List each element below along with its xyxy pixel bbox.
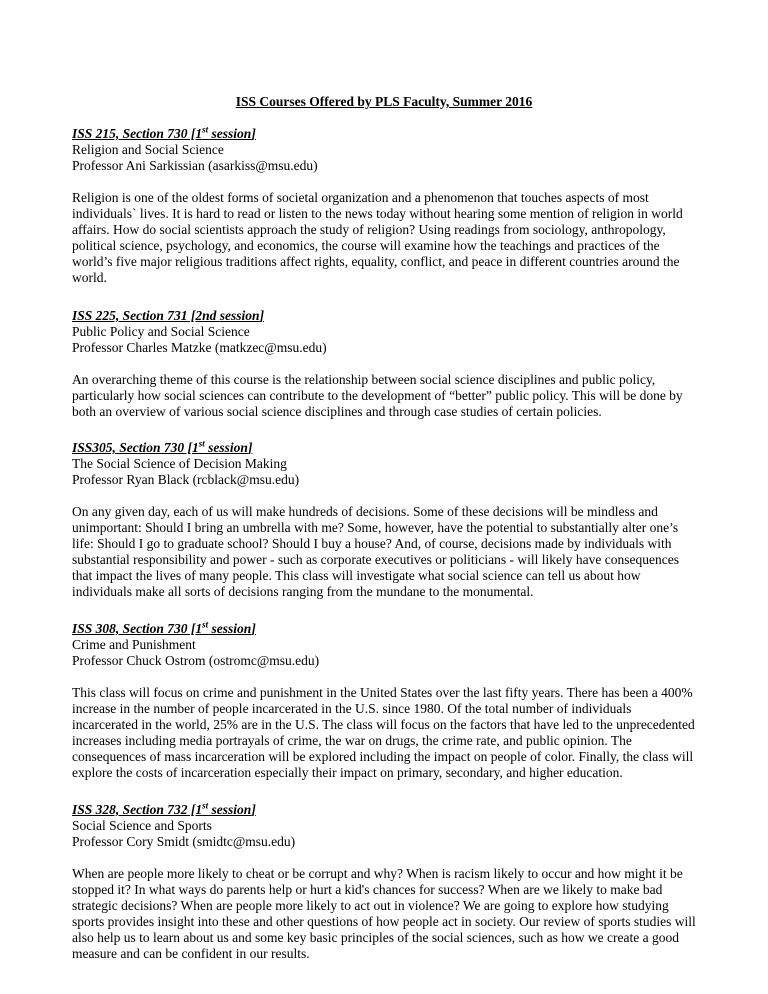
course-description: This class will focus on crime and punishment in the United States over the last fifty years. There has been a 400% increase in the number of people incarcerated in the U.S. since 1980. Of the total number of individuals incarcerated in the world, 25% are in the U.S. The class will focus on the factors that have led to the unprecedented increases including media portrayals of crime, the war on drugs, the crime rate, and public opinion. The consequences of mass incarceration will be explored including the impact on people of color. Finally, the class will explore the costs of incarceration especially their impact on primary, secondary, and higher education. <box>72 685 695 780</box>
session-number: 1 <box>192 440 199 455</box>
course-professor: Professor Ani Sarkissian (asarkiss@msu.edu) <box>72 158 318 173</box>
session-suffix: st <box>202 800 209 811</box>
session-suffix: st <box>202 124 209 135</box>
course-heading: ISS 215, Section 730 [1st session] <box>72 124 256 141</box>
course-description: On any given day, each of us will make hundreds of decisions. Some of these decisions will be mindless and unimportant: Should I bring an umbrella with me? Some, however, have the potential to substantially alter one’s life: Should I go to graduate school? Should I buy a house? And, of course, decisions made by individuals with substantial responsibility and power - such as corporate executives or politicians - will likely have consequences that impact the lives of many people. This class will investigate what social science can tell us about how individuals make all sorts of decisions ranging from the mundane to the monumental. <box>72 504 679 599</box>
course-code: ISS 308, Section 730 <box>72 621 188 636</box>
course-iss-308 <box>72 621 700 781</box>
session-word: session <box>211 621 252 636</box>
course-iss-305 <box>72 440 700 600</box>
course-heading: ISS 225, Section 731 [2nd session] <box>72 308 265 323</box>
course-description: An overarching theme of this course is the relationship between social science disciplines and public policy, particularly how social sciences can contribute to the development of “better” public policy. This will be done by both an overview of various social science disciplines and through case studies of certain policies. <box>72 372 683 419</box>
course-heading: ISS 308, Section 730 [1st session] <box>72 619 256 636</box>
session-suffix: st <box>202 619 209 630</box>
session-word: session <box>208 440 248 455</box>
course-code: ISS 215, Section 730 <box>72 126 188 141</box>
course-code: ISS 225, Section 731 <box>72 308 188 323</box>
course-iss-215 <box>72 126 700 286</box>
session-word: session <box>211 802 252 817</box>
course-name: Religion and Social Science <box>72 142 224 157</box>
course-iss-225 <box>72 308 700 420</box>
course-name: Crime and Punishment <box>72 637 196 652</box>
session-word: session <box>211 126 252 141</box>
course-code: ISS 328, Section 732 <box>72 802 188 817</box>
course-professor: Professor Charles Matzke (matkzec@msu.edu) <box>72 340 327 355</box>
course-professor: Professor Chuck Ostrom (ostromc@msu.edu) <box>72 653 320 668</box>
course-name: The Social Science of Decision Making <box>72 456 287 471</box>
session-suffix: st <box>198 438 205 449</box>
session-number: 1 <box>195 621 203 636</box>
course-professor: Professor Ryan Black (rcblack@msu.edu) <box>72 472 300 487</box>
course-heading: ISS 328, Section 732 [1st session] <box>72 800 256 817</box>
page-title: ISS Courses Offered by PLS Faculty, Summer 2016 <box>235 94 533 109</box>
course-description: When are people more likely to cheat or be corrupt and why? When is racism likely to occur and how might it be stopped it? In what ways do parents help or hurt a kid's chances for success? When are we likely to make bad strategic decisions? When are people more likely to act out in violence? We are going to explore how studying sports provides insight into these and other questions of how people act in society. Our review of sports studies will also help us to learn about us and some key basic principles of the social sciences, such as how we create a good measure and can be confident in our results. <box>72 866 696 961</box>
course-name: Social Science and Sports <box>72 818 212 833</box>
course-iss-328 <box>72 802 700 962</box>
session-number: 2nd <box>195 308 217 323</box>
course-description: Religion is one of the oldest forms of societal organization and a phenomenon that touches aspects of most individuals` lives. It is hard to read or listen to the news today without hearing some mention of religion in world affairs. How do social scientists approach the study of religion? Using readings from sociology, anthropology, political science, psychology, and economics, the course will examine how the teachings and practices of the world’s five major religious traditions affect rights, equality, conflict, and peace in different countries around the world. <box>72 190 683 285</box>
course-professor: Professor Cory Smidt (smidtc@msu.edu) <box>72 834 296 849</box>
session-word: session <box>219 308 260 323</box>
session-number: 1 <box>195 126 203 141</box>
session-number: 1 <box>195 802 203 817</box>
course-heading: ISS305, Section 730 [1st session] <box>72 438 253 455</box>
course-name: Public Policy and Social Science <box>72 324 250 339</box>
course-code: ISS305, Section 730 <box>72 440 185 455</box>
